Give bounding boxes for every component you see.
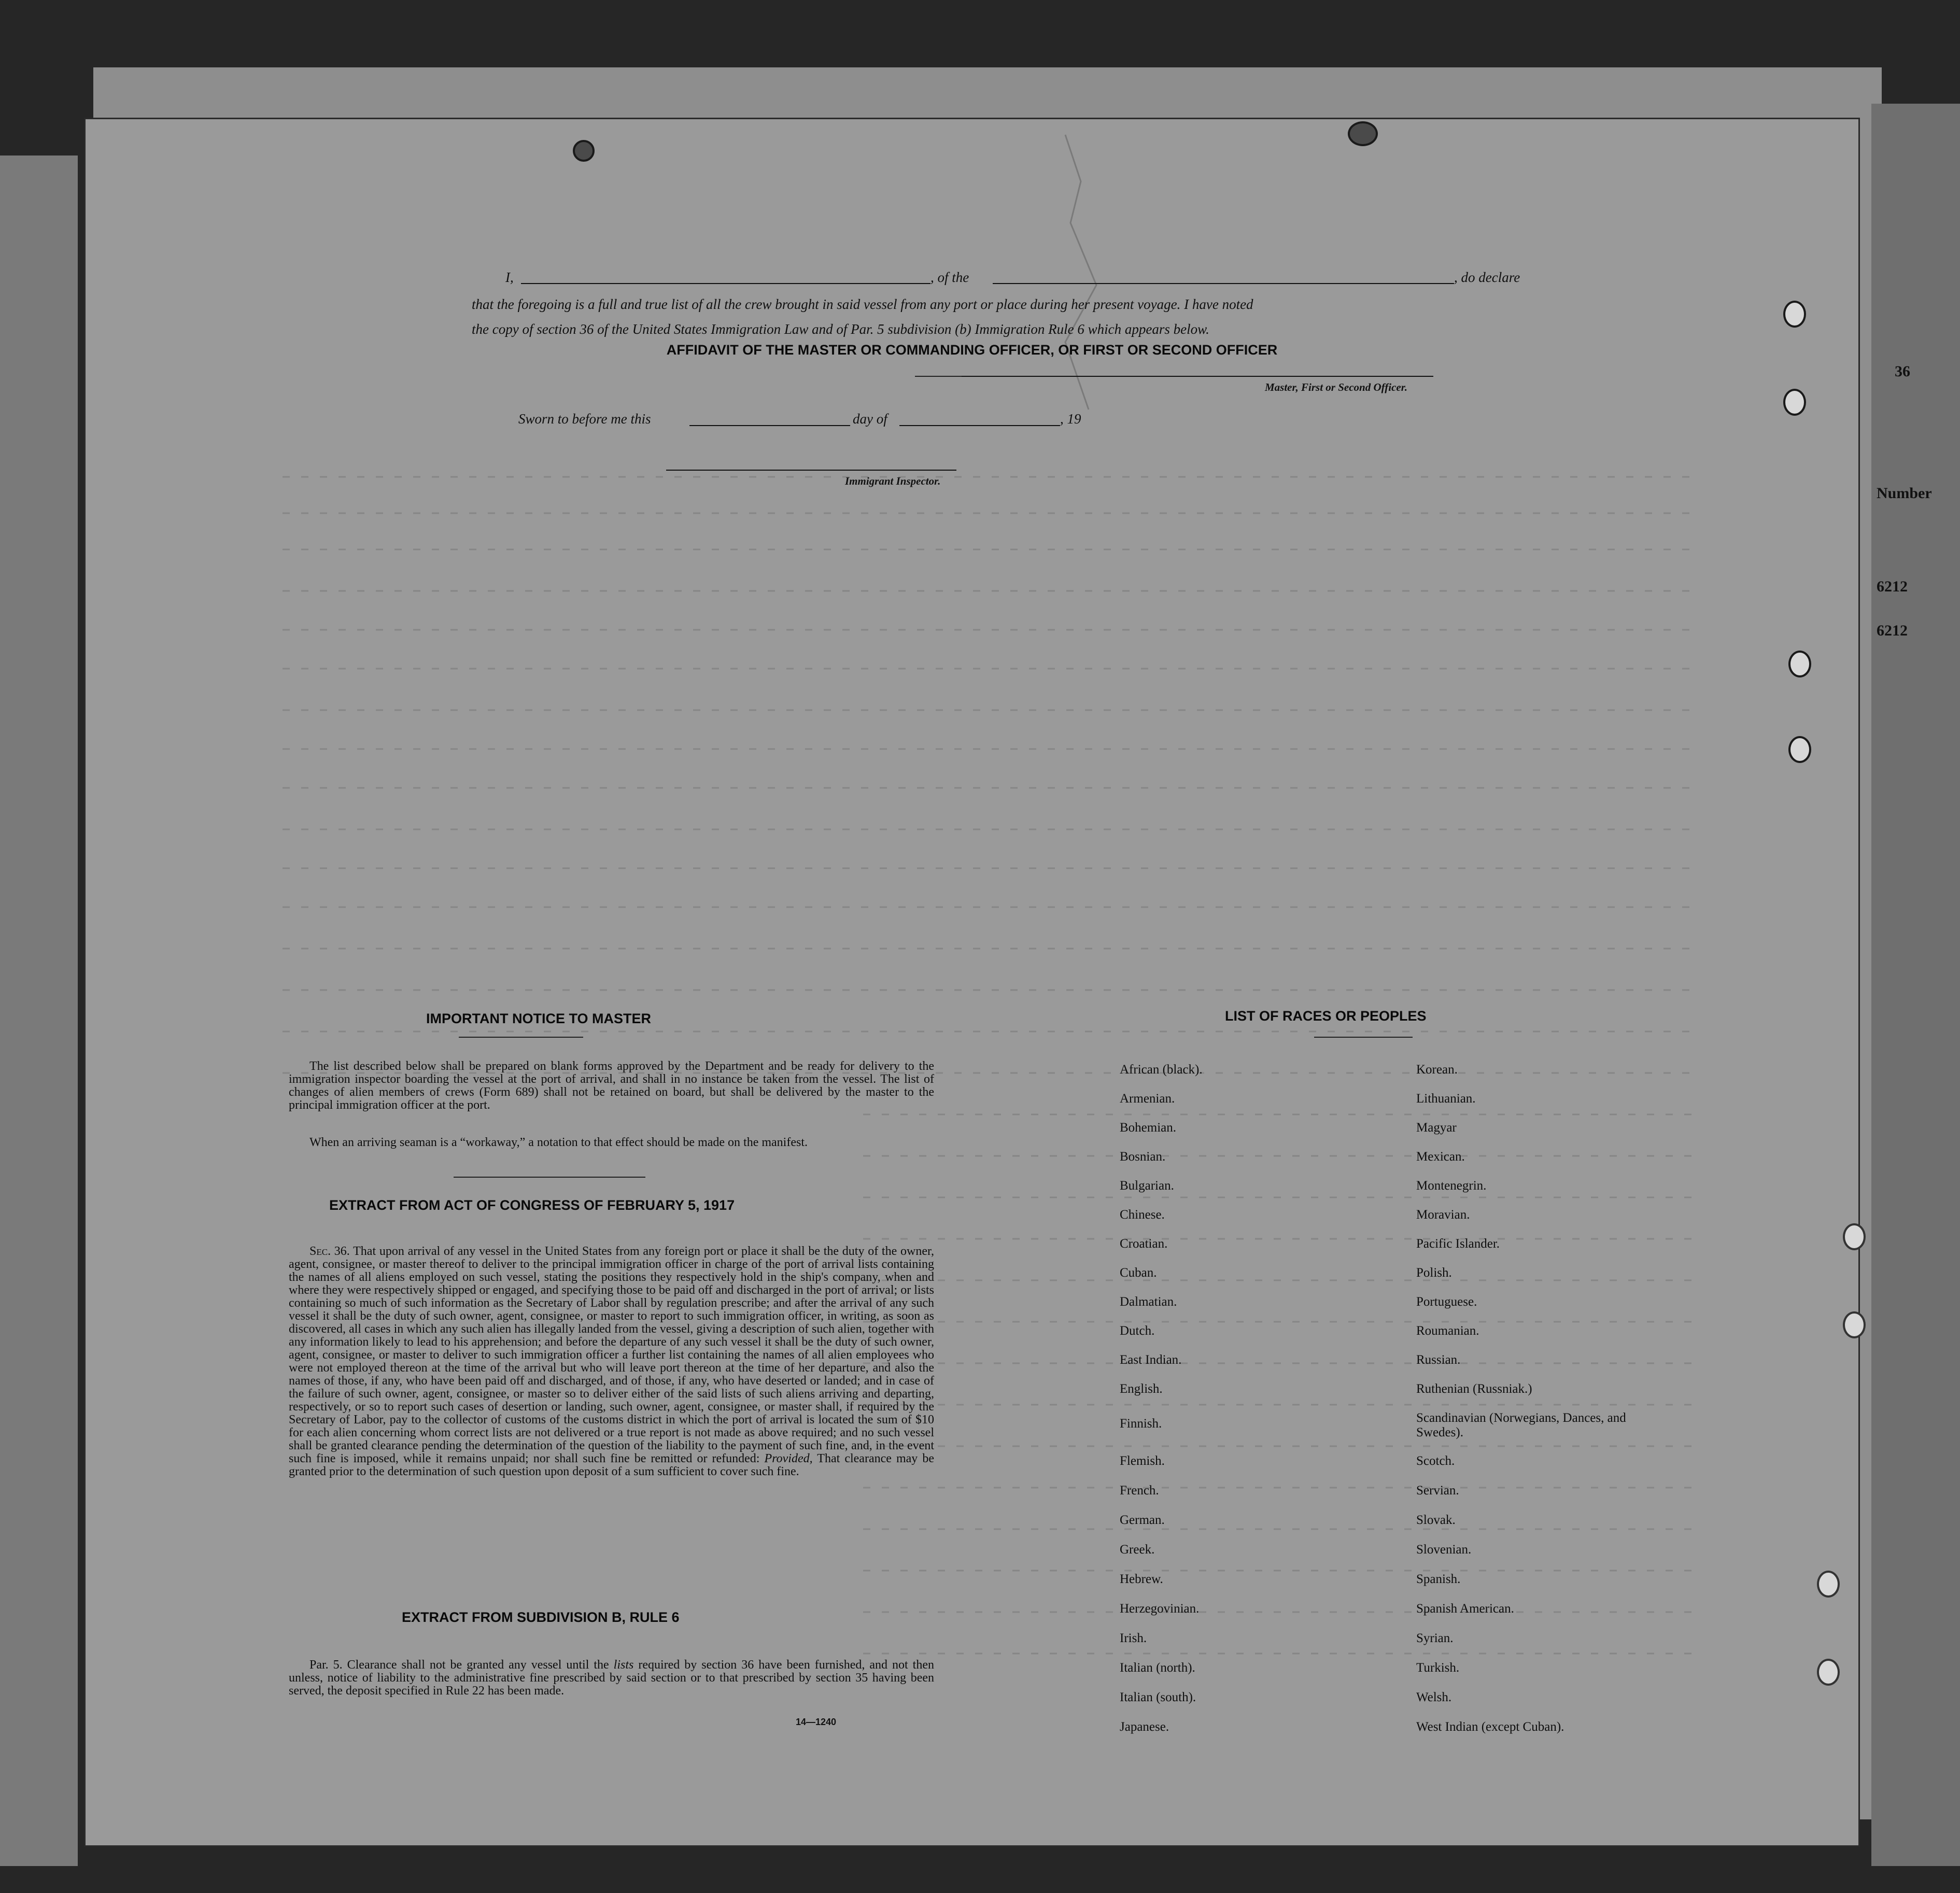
race-item: Slovenian. xyxy=(1416,1543,1472,1557)
notice-para1: The list described below shall be prepared on blank forms approved by the Department and be ready for delivery to the immigration inspector boarding the vessel at the port of arrival, and shall in no instance be taken from the vessel. The list of changes of alien members of crews (Form 689) shall not be retained on board, but shall be delivered by the master to the principal immigration officer at the port. xyxy=(289,1059,934,1112)
race-item: Armenian. xyxy=(1120,1092,1175,1106)
affidavit-line2: the copy of section 36 of the United States Immigration Law and of Par. 5 subdivision (b) Immigration Rule 6 which appears below. xyxy=(472,321,1209,337)
binder-hole xyxy=(1817,1659,1840,1686)
race-item: Greek. xyxy=(1120,1543,1155,1557)
binder-hole xyxy=(1817,1571,1840,1598)
right-adjacent-page xyxy=(1871,104,1960,1866)
affidavit-i-label: I, xyxy=(505,270,514,285)
sworn-day-field[interactable] xyxy=(689,425,850,426)
sworn-before-label: Sworn to before me this xyxy=(518,411,651,427)
binder-hole xyxy=(1788,651,1811,677)
extract1-heading: EXTRACT FROM ACT OF CONGRESS OF FEBRUARY 5, 1917 xyxy=(329,1197,735,1213)
race-item: Pacific Islander. xyxy=(1416,1237,1500,1251)
lists-word: lists xyxy=(613,1658,634,1672)
inspector-label: Immigrant Inspector. xyxy=(845,475,941,487)
affidavit-of-the: , of the xyxy=(930,270,969,285)
race-item: Italian (south). xyxy=(1120,1690,1196,1704)
form-number: 14—1240 xyxy=(796,1717,837,1727)
race-item: Cuban. xyxy=(1120,1266,1157,1280)
race-item: Korean. xyxy=(1416,1063,1458,1077)
year-prefix: , 19 xyxy=(1060,411,1081,427)
race-item: Bulgarian. xyxy=(1120,1179,1174,1193)
race-item: Portuguese. xyxy=(1416,1295,1477,1309)
sec-label: Sec. 36. xyxy=(309,1245,350,1258)
race-item: Lithuanian. xyxy=(1416,1092,1476,1106)
side-id-1: 6212 xyxy=(1877,578,1908,595)
extract1-body: That upon arrival of any vessel in the United States from any foreign port or place it shall be the duty of the owner, agent, consignee, or master thereof to deliver to the principal immigration officer in charge of the port of arrival lists containing the names of all aliens employed on such vessel, stating the positions they respectively hold in the ship's company, when and where they were respectively shipped or engaged, and specifying those to be paid off and discharged in the port of arrival; or lists containing so much of such information as the Secretary of Labor shall by regulation prescribe; and after the arrival of any such vessel it shall be the duty of such owner, agent, consignee, or master to report to such immigration officer, in writing, as soon as discovered, all cases in which any such alien has illegally landed from the vessel, giving a description of such alien, together with any information likely to lead to his apprehension; and before the departure of any such vessel it shall be the duty of such owner, agent, consignee, or master to deliver to such immigration officer a further list containing the names of all alien employees who were not employed thereon at the time of the arrival but who will leave port thereon at the time of her departure, and also the names of those, if any, who have been paid off and discharged, and of those, if any, who have deserted or landed; and in case of the failure of such owner, agent, consignee, or master so to deliver either of the said lists of such aliens arriving and departing, respectively, or so to report such cases of desertion or landing, such owner, agent, consignee, or master shall, if required by the Secretary of Labor, pay to the collector of customs of the customs district in which the port of arrival is located the sum of $10 for each alien concerning whom correct lists are not delivered or a true report is not made as above required; and no such vessel shall be granted clearance pending the determination of the question of the liability to the payment of such fine, and, in the event such fine is imposed, while it remains unpaid; nor shall such fine be remitted or refunded: xyxy=(289,1245,935,1465)
notice-para2: When an arriving seaman is a “workaway,” a notation to that effect should be made on the manifest. xyxy=(309,1136,808,1149)
inspector-signature-field[interactable] xyxy=(666,470,956,471)
extract2-heading: EXTRACT FROM SUBDIVISION B, RULE 6 xyxy=(402,1609,680,1625)
race-item: Turkish. xyxy=(1416,1661,1460,1675)
race-item: Flemish. xyxy=(1120,1454,1165,1468)
race-item: French. xyxy=(1120,1484,1159,1498)
master-signature-field[interactable] xyxy=(962,376,1433,377)
race-item: German. xyxy=(1120,1513,1165,1527)
notice-rule xyxy=(459,1037,583,1038)
left-adjacent-page xyxy=(0,156,78,1866)
side-id-2: 6212 xyxy=(1877,622,1908,639)
race-item: Italian (north). xyxy=(1120,1661,1195,1675)
extract2-text-b: required by section 36 have been furnished, and not then unless, notice of liability to the administrative fine prescribed by said section or to that prescribed by section 35 having been served, the deposit specified in Rule 22 has been made. xyxy=(289,1658,934,1698)
master-name-field[interactable] xyxy=(521,283,930,284)
binder-hole xyxy=(1348,121,1378,146)
race-item: Montenegrin. xyxy=(1416,1179,1487,1193)
extract2-text-a: Par. 5. Clearance shall not be granted any vessel until the xyxy=(309,1658,609,1672)
race-item: Ruthenian (Russniak.) xyxy=(1416,1382,1532,1396)
signature-label: Master, First or Second Officer. xyxy=(1265,381,1407,393)
race-item: West Indian (except Cuban). xyxy=(1416,1720,1564,1734)
sworn-month-field[interactable] xyxy=(899,425,1060,426)
binder-hole xyxy=(1843,1223,1866,1250)
extract1-text xyxy=(289,1245,934,1478)
affidavit-title: AFFIDAVIT OF THE MASTER OR COMMANDING OFFICER, OR FIRST OR SECOND OFFICER xyxy=(666,342,1278,358)
provided-label: Provided, xyxy=(764,1452,813,1465)
race-item: Spanish American. xyxy=(1416,1602,1514,1616)
binder-hole xyxy=(1783,301,1806,328)
race-item: Russian. xyxy=(1416,1353,1461,1367)
document-page xyxy=(86,119,1858,1845)
race-item: Irish. xyxy=(1120,1631,1147,1645)
binder-hole xyxy=(1788,736,1811,763)
vessel-name-field[interactable] xyxy=(993,283,1454,284)
race-item: English. xyxy=(1120,1382,1163,1396)
extract1-end: That clearance may be granted prior to the determination of such question upon deposit of a sum sufficient to cover such fine. xyxy=(289,1452,935,1478)
race-item: Dalmatian. xyxy=(1120,1295,1177,1309)
race-item: African (black). xyxy=(1120,1063,1203,1077)
race-item: Spanish. xyxy=(1416,1572,1461,1586)
bleed-through-texture xyxy=(86,119,1858,1845)
race-item: Scandinavian (Norwegians, Dances, and Swedes). xyxy=(1416,1411,1626,1439)
extract2-text xyxy=(289,1659,934,1698)
race-item: Finnish. xyxy=(1120,1417,1162,1431)
race-item: Japanese. xyxy=(1120,1720,1169,1734)
race-item: Chinese. xyxy=(1120,1208,1165,1222)
binder-hole xyxy=(573,140,595,162)
affidavit-do-declare: , do declare xyxy=(1454,270,1520,285)
race-item: Hebrew. xyxy=(1120,1572,1163,1586)
race-item: Polish. xyxy=(1416,1266,1452,1280)
side-number-label: Number xyxy=(1877,485,1932,502)
race-item: Welsh. xyxy=(1416,1690,1452,1704)
race-item: Bosnian. xyxy=(1120,1150,1166,1164)
notice-heading: IMPORTANT NOTICE TO MASTER xyxy=(426,1011,651,1026)
race-item: Dutch. xyxy=(1120,1324,1155,1338)
race-item: Servian. xyxy=(1416,1484,1459,1498)
race-item: Bohemian. xyxy=(1120,1121,1177,1135)
races-heading: LIST OF RACES OR PEOPLES xyxy=(1225,1008,1427,1024)
separator-rule xyxy=(454,1177,645,1178)
race-item: Magyar xyxy=(1416,1121,1457,1135)
race-item: Scotch. xyxy=(1416,1454,1455,1468)
race-item: Syrian. xyxy=(1416,1631,1454,1645)
race-item: Roumanian. xyxy=(1416,1324,1479,1338)
race-item: East Indian. xyxy=(1120,1353,1182,1367)
race-item: Mexican. xyxy=(1416,1150,1465,1164)
race-item: Slovak. xyxy=(1416,1513,1456,1527)
side-number-36: 36 xyxy=(1895,363,1910,380)
race-item: Moravian. xyxy=(1416,1208,1470,1222)
binder-hole xyxy=(1843,1311,1866,1338)
binder-hole xyxy=(1783,389,1806,416)
race-item: Croatian. xyxy=(1120,1237,1168,1251)
race-item: Herzegovinian. xyxy=(1120,1602,1200,1616)
races-rule xyxy=(1314,1037,1413,1038)
affidavit-line1: that the foregoing is a full and true list of all the crew brought in said vessel from any port or place during her present voyage. I have noted xyxy=(472,296,1253,312)
day-of-label: day of xyxy=(853,411,887,427)
